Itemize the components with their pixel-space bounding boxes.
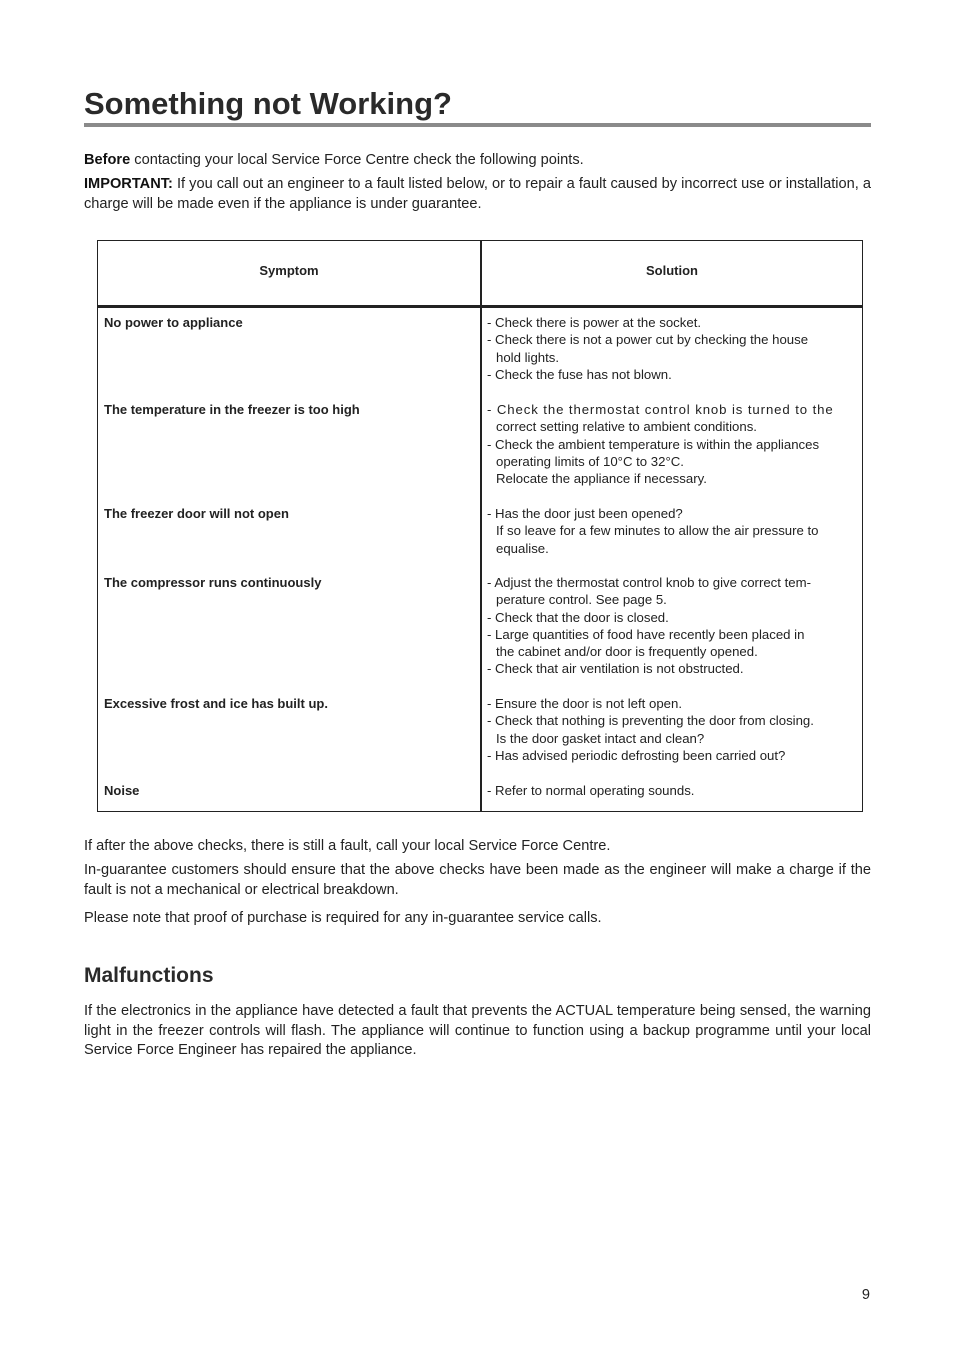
solution-line: - Check the thermostat control knob is turned to the: [487, 402, 834, 417]
page-title: Something not Working?: [84, 86, 452, 121]
solution-line: the cabinet and/or door is frequently opened.: [496, 644, 758, 660]
solution-line: operating limits of 10°C to 32°C.: [496, 453, 684, 469]
intro-before-paragraph: [84, 151, 871, 171]
proof-of-purchase-paragraph: Please note that proof of purchase is required for any in-guarantee service calls.: [84, 910, 602, 926]
solution-temperature-too-high: [487, 401, 859, 487]
solution-compressor-runs: [487, 574, 859, 678]
solution-door-will-not-open: [487, 505, 859, 557]
symptom-noise: Noise: [104, 783, 140, 798]
solution-line: perature control. See page 5.: [496, 592, 667, 608]
header-symptom: Symptom: [259, 263, 319, 278]
header-solution: Solution: [646, 263, 698, 278]
solution-line: - Check that nothing is preventing the door from closing.: [487, 713, 814, 729]
solution-line: - Adjust the thermostat control knob to give correct tem-: [487, 575, 811, 590]
solution-line: Is the door gasket intact and clean?: [496, 730, 705, 746]
symptom-temperature-too-high: The temperature in the freezer is too high: [104, 402, 360, 417]
solution-line: - Check that the door is closed.: [487, 609, 669, 625]
solution-line: - Check there is power at the socket.: [487, 315, 702, 330]
solution-noise: [487, 782, 859, 799]
solution-line: hold lights.: [496, 349, 560, 365]
symptom-no-power: No power to appliance: [104, 315, 243, 330]
symptom-door-will-not-open: The freezer door will not open: [104, 506, 289, 521]
after-checks-paragraph: If after the above checks, there is still a fault, call your local Service Force Centre.: [84, 838, 611, 854]
page-number: 9: [861, 1287, 870, 1303]
solution-line: - Ensure the door is not left open.: [487, 696, 682, 711]
title-underline: [84, 123, 871, 127]
before-bold: Before: [84, 152, 131, 168]
symptom-excessive-frost: Excessive frost and ice has built up.: [104, 696, 328, 711]
solution-no-power: [487, 314, 859, 383]
important-bold: IMPORTANT:: [84, 176, 173, 192]
malfunctions-heading: Malfunctions: [84, 964, 214, 987]
column-divider: [480, 241, 482, 811]
in-guarantee-paragraph: In-guarantee customers should ensure that the above checks have been made as the engineer will make a charge if the fault is not a mechanical or electrical breakdown.: [84, 862, 871, 898]
malfunctions-paragraph: If the electronics in the appliance have detected a fault that prevents the ACTUAL temperature being sensed, the warning light in the freezer controls will flash. The appliance will continue to function using a backup programme until your local Service Force Engineer has repaired the appliance.: [84, 1003, 871, 1058]
solution-line: correct setting relative to ambient conditions.: [496, 419, 757, 435]
symptom-compressor-runs: The compressor runs continuously: [104, 575, 322, 590]
solution-line: - Check the ambient temperature is within the appliances: [487, 436, 820, 452]
solution-line: - Large quantities of food have recently been placed in: [487, 626, 805, 642]
solution-line: equalise.: [496, 540, 549, 556]
solution-line: - Check there is not a power cut by checking the house: [487, 332, 809, 348]
before-text: contacting your local Service Force Centre check the following points.: [130, 152, 584, 168]
solution-line: - Has the door just been opened?: [487, 506, 683, 521]
solution-excessive-frost: [487, 695, 859, 764]
solution-line: Relocate the appliance if necessary.: [496, 471, 707, 487]
solution-line: - Has advised periodic defrosting been carried out?: [487, 747, 786, 763]
solution-line: If so leave for a few minutes to allow the air pressure to: [496, 523, 819, 539]
solution-line: - Refer to normal operating sounds.: [487, 783, 695, 798]
solution-line: - Check that air ventilation is not obstructed.: [487, 661, 744, 677]
solution-line: - Check the fuse has not blown.: [487, 366, 672, 382]
intro-important-paragraph: [84, 175, 871, 214]
troubleshooting-table: [97, 240, 863, 812]
important-text: If you call out an engineer to a fault listed below, or to repair a fault caused by incorrect use or installation, a charge will be made even if the appliance is under guarantee.: [84, 176, 871, 212]
